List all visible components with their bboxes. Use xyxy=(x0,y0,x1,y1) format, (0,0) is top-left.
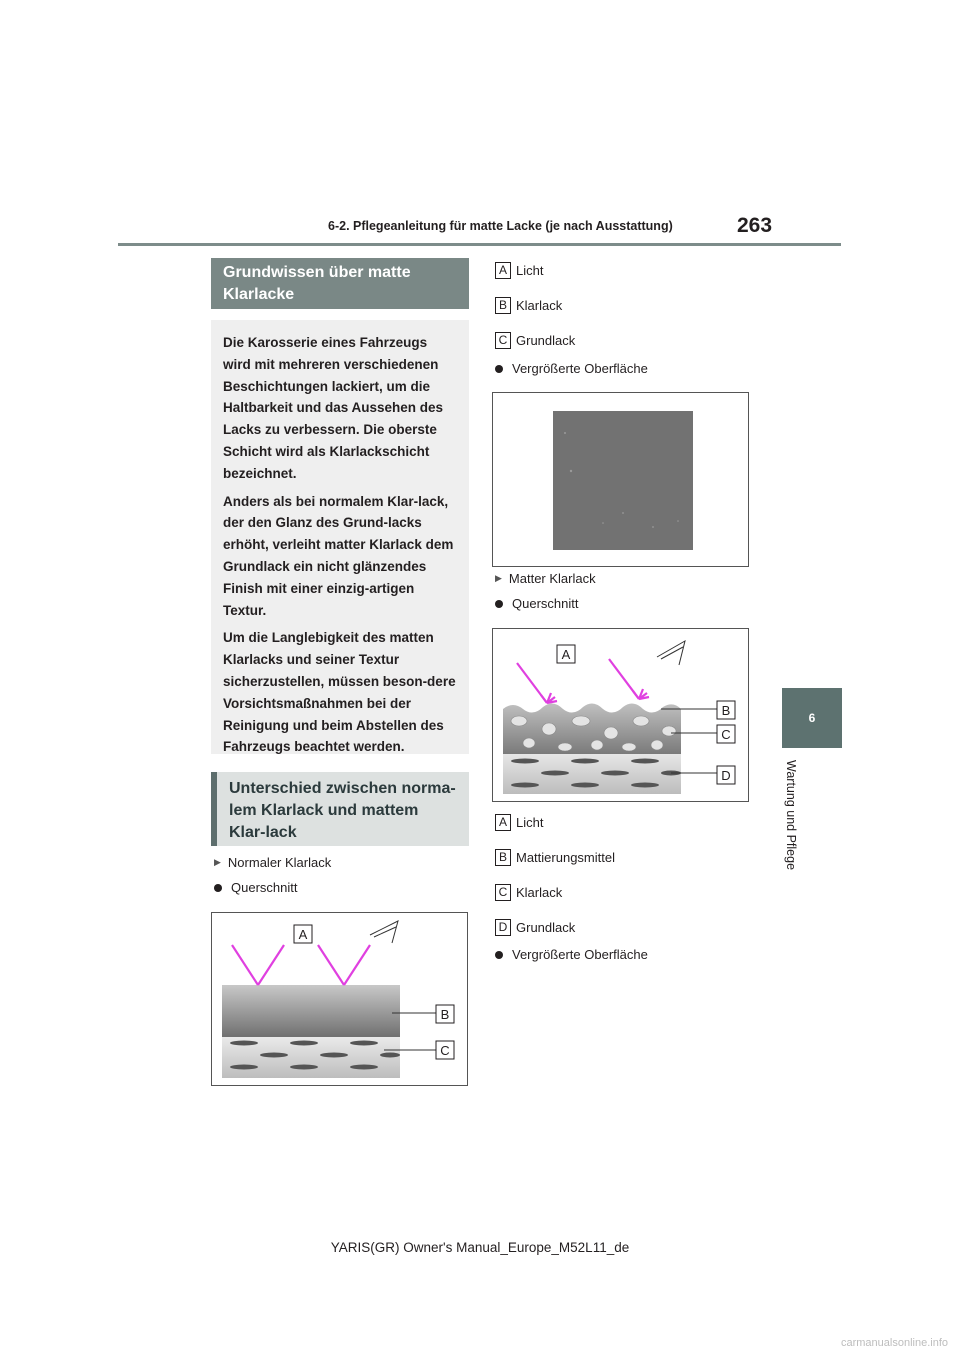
legend-tag: A xyxy=(495,262,511,279)
dot-bullet-icon xyxy=(214,884,222,892)
legend-tag: A xyxy=(495,814,511,831)
matte-clearcoat-title: Matter Klarlack xyxy=(508,571,596,586)
dot-bullet-icon xyxy=(495,600,503,608)
legend-tag: C xyxy=(495,332,511,349)
legend-tag: D xyxy=(495,919,511,936)
header-rule xyxy=(118,243,841,246)
normal-diagram-svg xyxy=(212,913,467,1085)
legend-text: Mattierungsmittel xyxy=(516,850,615,865)
normal-clearcoat-title: Normaler Klarlack xyxy=(227,855,332,870)
legend-text: Grundlack xyxy=(516,333,576,348)
info-paragraph-2: Anders als bei normalem Klar-lack, der den Glanz des Grund-lacks erhöht, verleiht matter Klarlack dem Grundlack ein nicht glänzendes Finish mit einer einzig-artigen Textur. xyxy=(223,493,454,618)
enlarged-surface-label: Vergrößerte Oberfläche xyxy=(512,361,648,376)
chapter-number: 6 xyxy=(808,711,816,725)
eye-icon xyxy=(370,921,398,943)
normal-clearcoat-item xyxy=(214,855,331,870)
enlarged-surface-photo xyxy=(493,393,748,566)
matte-label-a: A xyxy=(561,647,571,662)
dot-bullet-icon xyxy=(495,951,503,959)
triangle-bullet-icon: ▶ xyxy=(214,857,221,867)
dot-bullet-icon xyxy=(495,365,503,373)
legend-tag: B xyxy=(495,297,511,314)
legend-item xyxy=(495,262,543,279)
legend-text: Klarlack xyxy=(516,885,563,900)
legend-item xyxy=(495,332,575,349)
eye-icon xyxy=(657,641,685,665)
legend-tag: C xyxy=(495,884,511,901)
section-heading-difference: Unterschied zwischen norma-lem Klarlack und mattem Klar-lack xyxy=(211,772,469,846)
legend-text: Licht xyxy=(516,263,544,278)
light-rays xyxy=(232,945,370,985)
matte-diagram-svg xyxy=(493,629,748,801)
matte-cross-section-item xyxy=(495,596,578,611)
normal-cross-section-label: Querschnitt xyxy=(231,880,298,895)
matte-cross-section-label: Querschnitt xyxy=(512,596,579,611)
legend-item xyxy=(495,884,562,901)
section-heading-basics: Grundwissen über matte Klarlacke xyxy=(211,258,469,309)
legend-item xyxy=(495,919,575,936)
legend-text: Klarlack xyxy=(516,298,563,313)
info-paragraph-3: Um die Langlebigkeit des matten Klarlacks und seiner Textur sicherzustellen, müssen beson-dere Vorsichtsmaßnahmen bei der Reinigung und beim Abstellen des Fahrzeugs beachtet werden. xyxy=(223,630,456,755)
normal-label-a: A xyxy=(298,927,308,942)
footer-manual-id: YARIS(GR) Owner's Manual_Europe_M52L11_de xyxy=(330,1240,630,1255)
chapter-tab xyxy=(782,688,842,748)
matte-clearcoat-item xyxy=(495,571,596,586)
matte-label-c: C xyxy=(721,727,731,742)
legend-text: Grundlack xyxy=(516,920,576,935)
light-rays xyxy=(517,659,649,703)
normal-label-b: B xyxy=(440,1007,450,1022)
normal-cross-section-diagram xyxy=(211,912,468,1086)
enlarged-surface-photo-frame xyxy=(492,392,749,567)
matte-label-d: D xyxy=(721,768,731,783)
clearcoat-layer xyxy=(222,985,400,1037)
normal-cross-section-item xyxy=(214,880,297,895)
enlarged-surface-label: Vergrößerte Oberfläche xyxy=(512,947,648,962)
chapter-title-vertical xyxy=(770,760,814,940)
enlarged-surface-item xyxy=(495,361,648,376)
info-paragraph-1: Die Karosserie eines Fahrzeugs wird mit mehreren verschiedenen Beschichtungen lackiert, um die Haltbarkeit und das Aussehen des Lacks zu verbessern. Die oberste Schicht wird als Klarlackschicht bezeichnet. xyxy=(223,335,444,481)
legend-item xyxy=(495,297,562,314)
matte-label-b: B xyxy=(721,703,731,718)
triangle-bullet-icon: ▶ xyxy=(495,573,502,583)
legend-item xyxy=(495,849,615,866)
watermark: carmanualsonline.info xyxy=(840,1337,948,1349)
chapter-title: Wartung und Pflege xyxy=(784,760,798,871)
legend-text: Licht xyxy=(516,815,544,830)
enlarged-surface-item xyxy=(495,947,648,962)
info-box xyxy=(211,320,469,754)
page-number: 263 xyxy=(737,214,773,237)
legend-tag: B xyxy=(495,849,511,866)
section-title: 6-2. Pflegeanleitung für matte Lacke (je nach Ausstattung) xyxy=(328,219,673,233)
matte-cross-section-diagram xyxy=(492,628,749,802)
normal-label-c: C xyxy=(440,1043,450,1058)
legend-item xyxy=(495,814,543,831)
